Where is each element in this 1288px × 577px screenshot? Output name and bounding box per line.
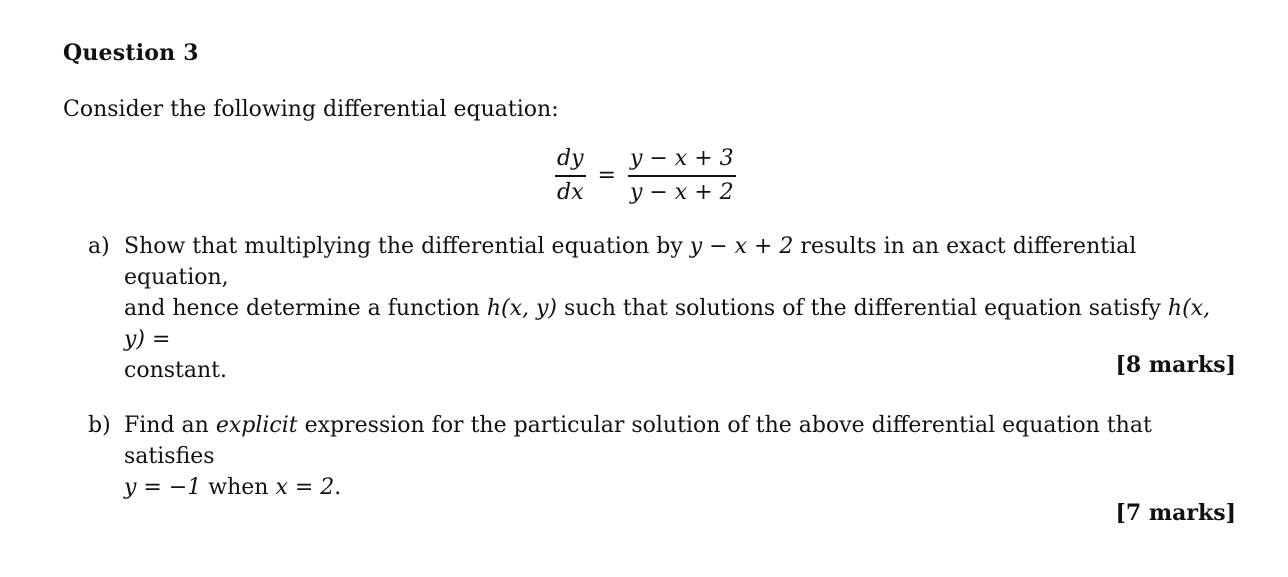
part-b-explicit: explicit [215,413,298,438]
part-b-line-1-pre: Find an [124,413,216,438]
rhs-denominator: y − x + 2 [629,179,734,205]
part-b-line-2 [124,472,1224,503]
part-a-multiplier: y − x + 2 [689,234,794,259]
part-b-marks: [7 marks] [1115,500,1236,526]
part-a-line-2 [124,293,1224,355]
part-b-line-1-post: expression for the particular solution of the above differential equation that satisfies [124,413,1152,469]
part-a-line-1 [124,231,1224,293]
part-b-text [124,410,1224,503]
lhs-denominator: dx [557,179,584,205]
part-a-label: a) [88,234,110,259]
part-a-marks: [8 marks] [1115,352,1236,378]
part-b-condition-x: x = 2 [275,475,335,500]
part-b-line-2-end: . [334,475,342,500]
lhs-numerator: dy [557,146,584,171]
rhs-fraction-bar [628,175,736,177]
lhs-fraction [555,145,586,207]
part-a-line-2-mid: such that solutions of the differential equation satisfy [556,296,1168,321]
part-a-line-2-pre: and hence determine a function [124,296,487,321]
part-b-line-2-mid: when [201,475,276,500]
part-a-line-3: constant. [124,358,227,383]
part-a-h-equals: h(x, y) = [124,296,1211,352]
part-b [0,410,1288,500]
question-title: Question 3 [63,40,199,66]
part-b-condition-y: y = −1 [124,475,202,500]
rhs-fraction [628,145,736,207]
part-a-function-h: h(x, y) [486,296,557,321]
question-intro: Consider the following differential equation: [63,97,559,122]
part-b-line-1 [124,410,1224,472]
part-a-line-1-post: results in an exact differential equation, [124,234,1137,290]
differential-equation [555,145,736,207]
lhs-fraction-bar [555,175,586,177]
part-b-label: b) [88,413,111,438]
part-a-line-1-pre: Show that multiplying the differential equation by [124,234,690,259]
rhs-numerator: y − x + 3 [629,146,734,171]
equals-sign: = [597,163,616,189]
part-a-text [124,231,1224,386]
